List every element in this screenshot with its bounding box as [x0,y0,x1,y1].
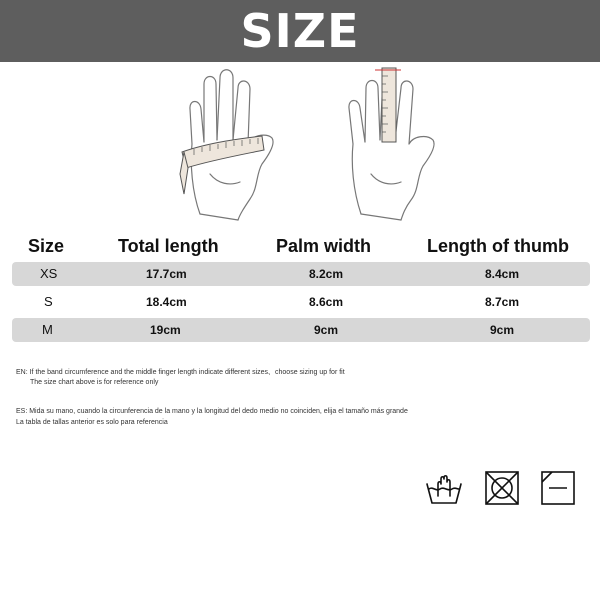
table-row [12,262,590,286]
dry-flat-icon [540,470,576,506]
size-cell: S [44,294,53,309]
note-es-line-1: ES: Mida su mano, cuando la circunferencia de la mano y la longitud del dedo medio no coinciden, elija el tamaño más grande [16,408,408,415]
note-en-line-1: EN: If the band circumference and the middle finger length indicate different sizes、choose sizing up for fit [16,369,345,376]
thumb-length-cell: 9cm [490,323,515,337]
palm-width-cell: 9cm [314,323,339,337]
header-palm-width: Palm width [276,236,372,256]
banner-title: SIZE [240,4,360,58]
total-length-cell: 18.4cm [146,295,187,309]
size-cell: XS [40,266,58,281]
thumb-length-cell: 8.7cm [485,295,520,309]
hand-finger-length-illustration [335,64,455,224]
total-length-cell: 19cm [150,323,181,337]
header-total-length: Total length [118,236,219,256]
hand-palm-width-illustration [170,64,290,224]
total-length-cell: 17.7cm [146,267,187,281]
note-en-line-2: The size chart above is for reference only [30,379,159,386]
header-size: Size [28,236,65,256]
table-row [12,318,590,342]
hand-wash-icon [424,470,464,506]
palm-width-cell: 8.2cm [309,267,344,281]
thumb-length-cell: 8.4cm [485,267,520,281]
size-banner [0,0,600,62]
table-row [12,290,590,314]
palm-width-cell: 8.6cm [309,295,344,309]
note-es-line-2: La tabla de tallas anterior es solo para referencia [16,419,168,426]
size-cell: M [42,322,53,337]
header-thumb-length: Length of thumb [427,236,569,256]
do-not-tumble-dry-icon [484,470,520,506]
